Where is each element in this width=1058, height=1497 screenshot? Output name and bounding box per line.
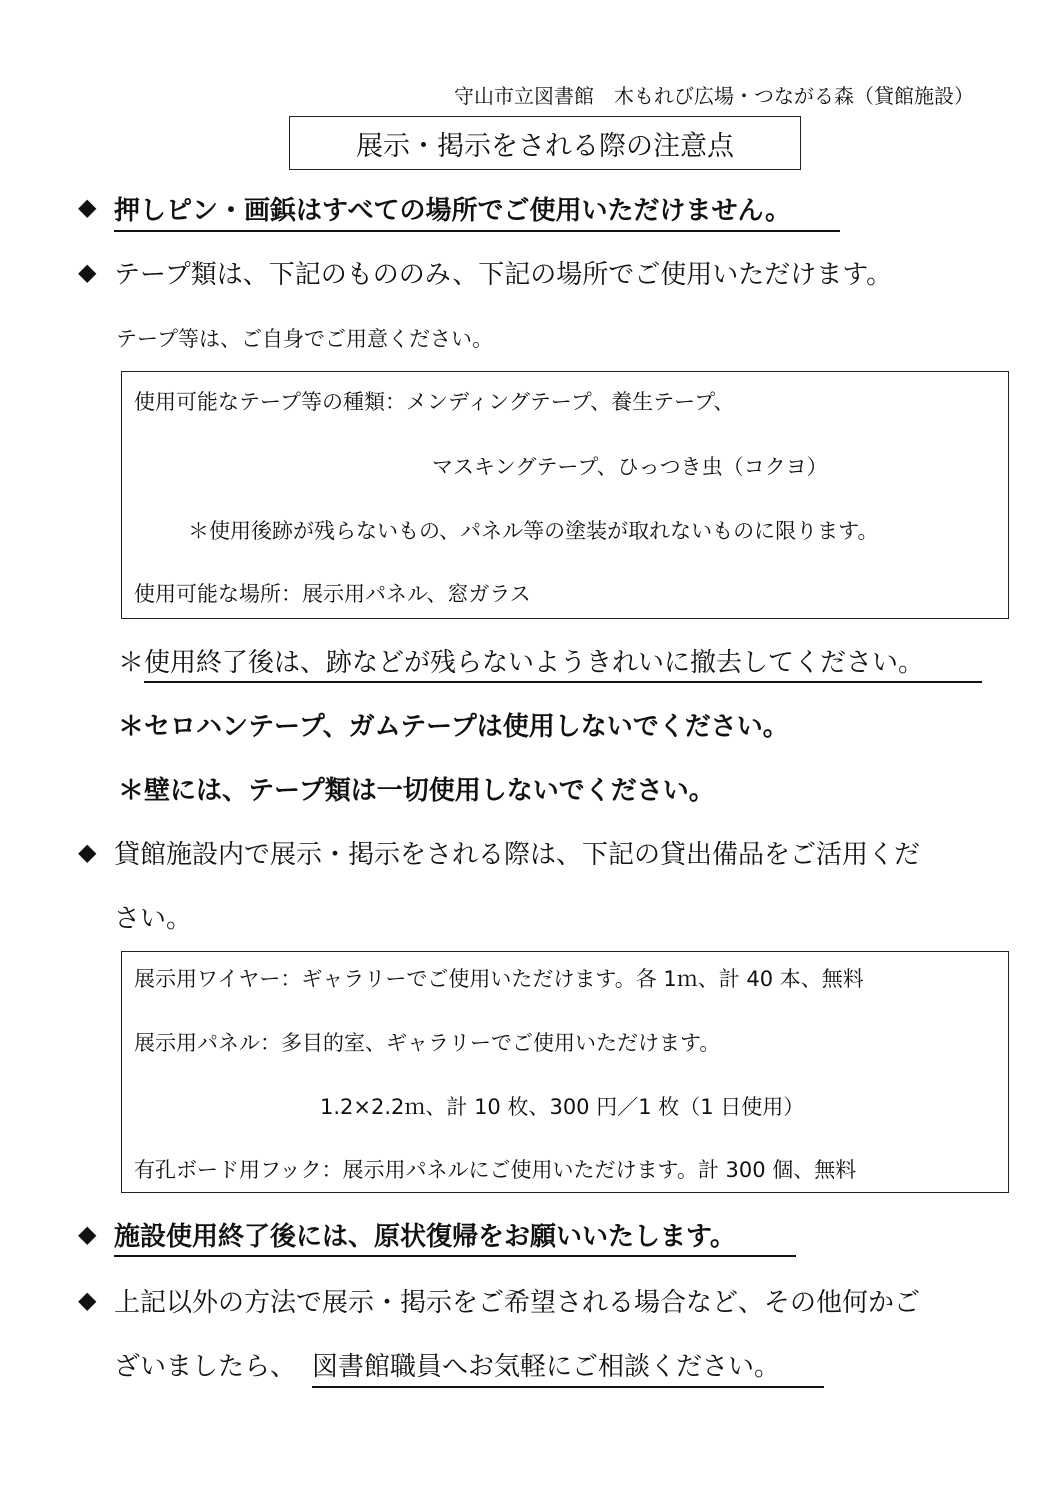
tape-types-note: ＊使用後跡が残らないもの、パネル等の塗装が取れないものに限ります。 [188, 519, 879, 543]
bullet-diamond-icon: ◆ [78, 838, 97, 866]
bullet-diamond-icon: ◆ [78, 1220, 97, 1248]
rule-restore-original: 施設使用終了後には、原状復帰をお願いいたします。 [114, 1222, 736, 1252]
note-no-tape-on-walls: ＊壁には、テープ類は一切使用しないでください。 [118, 776, 715, 806]
bullet-diamond-icon: ◆ [78, 193, 97, 221]
bullet-diamond-icon: ◆ [78, 1286, 97, 1314]
page-title [289, 116, 801, 170]
rule-no-pins: 押しピン・画鋲はすべての場所でご使用いただけません。 [114, 196, 792, 226]
note-remove-after-use: 使用終了後は、跡などが残らないようきれいに撤去してください。 [144, 648, 925, 678]
organization-name: 守山市立図書館 木もれび広場・つながる森（貸館施設） [454, 84, 974, 108]
equipment-hook: 有孔ボード用フック：展示用パネルにご使用いただけます。計 300 個、無料 [134, 1158, 857, 1182]
underline-note-remove [144, 681, 982, 683]
tape-places: 使用可能な場所：展示用パネル、窓ガラス [134, 582, 531, 606]
note-no-cellophane-tape: ＊セロハンテープ、ガムテープは使用しないでください。 [118, 712, 789, 742]
tape-self-provide-note: テープ等は、ご自身でご用意ください。 [116, 327, 493, 351]
page-title-text: 展示・掲示をされる際の注意点 [356, 130, 734, 162]
equipment-panel: 展示用パネル：多目的室、ギャラリーでご使用いただけます。 [134, 1031, 721, 1055]
underline-rule-no-pins [114, 230, 840, 232]
rule-other-inquiries-line1: 上記以外の方法で展示・掲示をご希望される場合など、その他何かご [114, 1288, 921, 1318]
rule-equipment-line2: さい。 [114, 904, 193, 934]
bullet-diamond-icon: ◆ [78, 258, 97, 286]
rule-tape-usage: テープ類は、下記のもののみ、下記の場所でご使用いただけます。 [114, 260, 893, 290]
tape-types-line1: 使用可能なテープ等の種類：メンディングテープ、養生テープ、 [134, 390, 735, 414]
consult-staff-text: 図書館職員へお気軽にご相談ください。 [312, 1352, 781, 1382]
equipment-panel-detail: 1.2×2.2ｍ、計 10 枚、300 円／1 枚（1 日使用） [320, 1095, 805, 1119]
equipment-wire: 展示用ワイヤー：ギャラリーでご使用いただけます。各 1ｍ、計 40 本、無料 [134, 967, 864, 991]
rule-other-inquiries-line2-pre: ざいましたら、 [114, 1352, 297, 1382]
underline-rule-restore [114, 1255, 796, 1257]
tape-types-line2: マスキングテープ、ひっつき虫（コクヨ） [432, 455, 828, 479]
underline-consult-staff [312, 1386, 824, 1388]
rule-equipment-line1: 貸館施設内で展示・掲示をされる際は、下記の貸出備品をご活用くだ [114, 840, 921, 870]
note-mark: ＊ [118, 648, 145, 678]
